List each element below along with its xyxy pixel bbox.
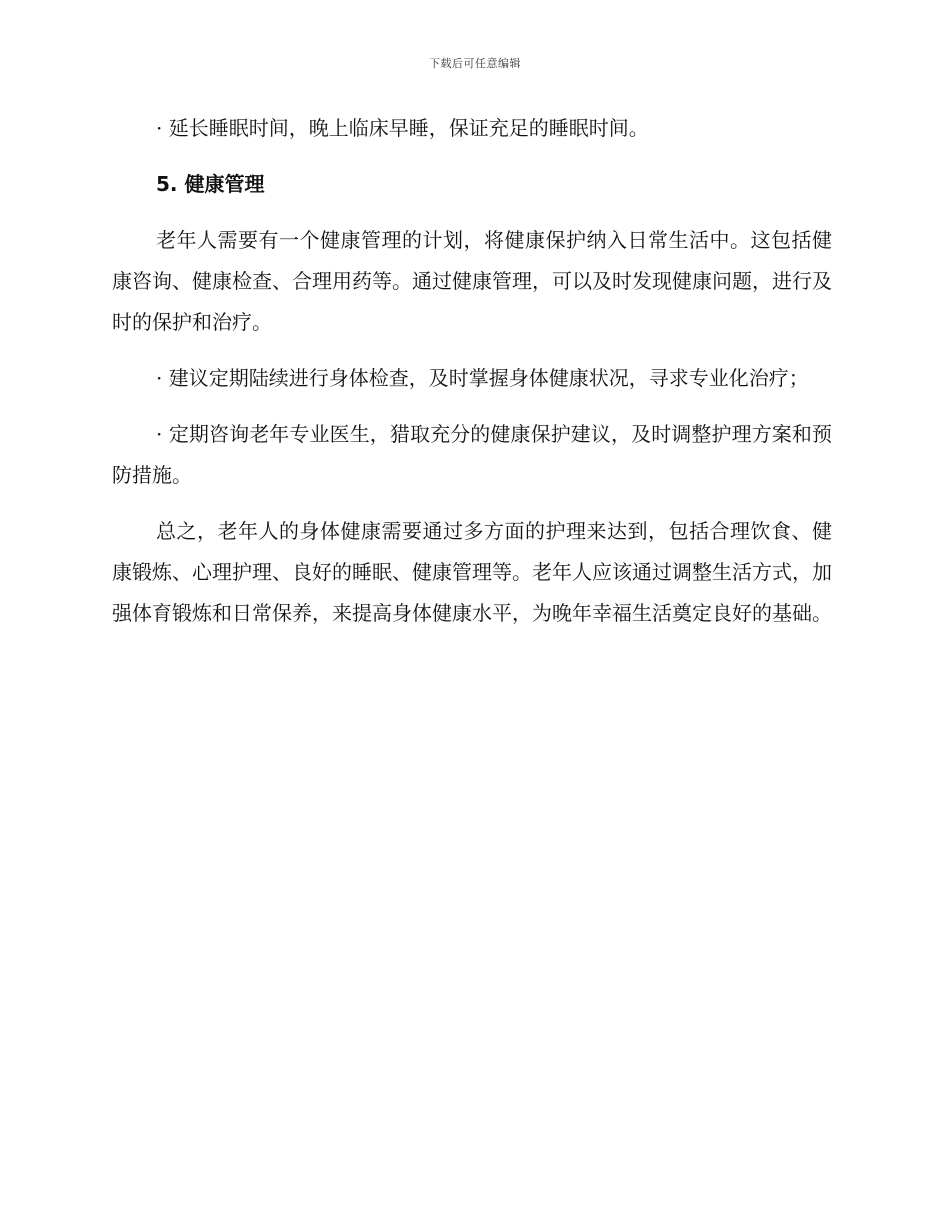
summary-paragraph: 总之，老年人的身体健康需要通过多方面的护理来达到，包括合理饮食、健康锻炼、心理护理、良好的睡眠、健康管理等。老年人应该通过调整生活方式，加强体育锻炼和日常保养，来提高身体健康水平，为晚年幸福生活奠定良好的基础。 xyxy=(112,519,832,625)
document-body xyxy=(112,108,832,634)
bullet-checkup: · 建议定期陆续进行身体检查，及时掌握身体健康状况，寻求专业化治疗； xyxy=(156,366,809,390)
bullet-sleep: · 延长睡眠时间，晚上临床早睡，保证充足的睡眠时间。 xyxy=(156,116,649,140)
intro-paragraph: 老年人需要有一个健康管理的计划，将健康保护纳入日常生活中。这包括健康咨询、健康检查、合理用药等。通过健康管理，可以及时发现健康问题，进行及时的保护和治疗。 xyxy=(112,228,832,334)
section-heading: 5. 健康管理 xyxy=(156,172,265,196)
page-header: 下载后可任意编辑 xyxy=(429,57,521,70)
bullet-consult: · 定期咨询老年专业医生，猎取充分的健康保护建议，及时调整护理方案和预防措施。 xyxy=(112,422,832,487)
